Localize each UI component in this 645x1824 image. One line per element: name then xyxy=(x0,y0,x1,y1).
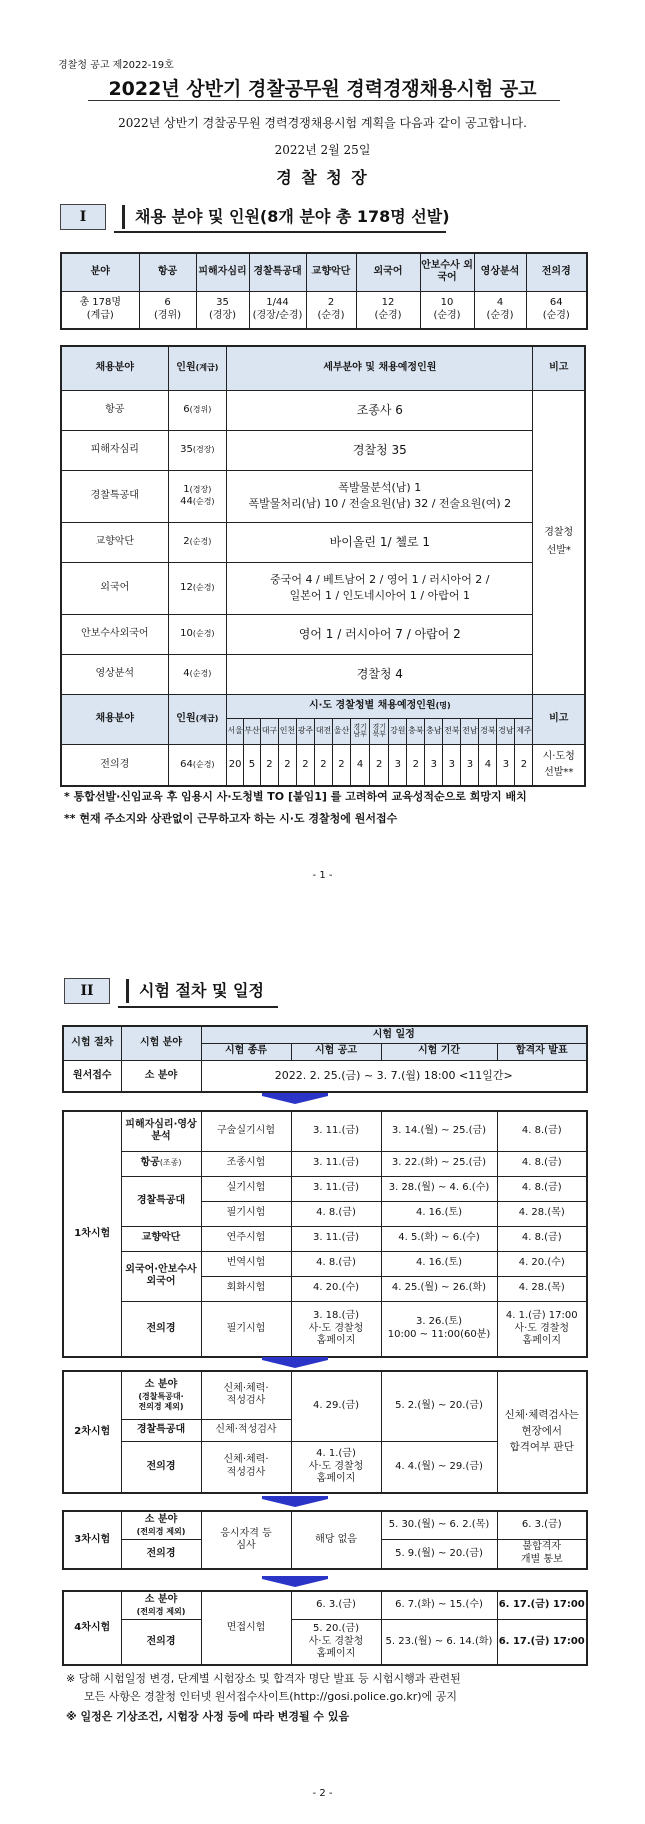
region-name: 광주 xyxy=(296,718,314,744)
first-exam-table xyxy=(62,1110,588,1358)
sec2-note-1a: ※ 당해 시험일정 변경, 단계별 시험장소 및 합격자 명단 발표 등 시험시행과 관련된 xyxy=(66,1672,461,1685)
first-period: 4. 5.(화) ~ 6.(수) xyxy=(381,1226,497,1251)
detail-field: 영상분석 xyxy=(61,654,168,694)
first-result: 4. 20.(수) xyxy=(497,1251,587,1276)
first-period: 3. 22.(화) ~ 25.(금) xyxy=(381,1151,497,1176)
announce-date: 2022년 2월 25일 xyxy=(274,143,371,157)
first-field: 항공(조종) xyxy=(121,1151,201,1176)
region-value: 4 xyxy=(479,744,497,786)
region-name: 경남 xyxy=(497,718,515,744)
first-period: 3. 28.(월) ~ 4. 6.(수) xyxy=(381,1176,497,1201)
region-name: 대전 xyxy=(314,718,332,744)
schedule-header-table xyxy=(62,1025,588,1093)
first-notice: 4. 20.(수) xyxy=(291,1276,381,1301)
first-result: 4. 28.(목) xyxy=(497,1201,587,1226)
region-value: 3 xyxy=(425,744,443,786)
detail-count: 12(순경) xyxy=(168,562,227,614)
detail-field: 안보수사외국어 xyxy=(61,614,168,654)
second-type: 신체·적성검사 xyxy=(201,1419,291,1441)
first-type: 필기시험 xyxy=(201,1301,291,1357)
second-exam-table xyxy=(62,1370,588,1494)
summary-header: 안보수사 외국어 xyxy=(420,253,474,291)
detail-text: 바이올린 1/ 첼로 1 xyxy=(227,522,533,562)
first-period: 4. 16.(토) xyxy=(381,1251,497,1276)
first-field: 외국어·안보수사외국어 xyxy=(121,1251,201,1301)
detail-count: 6(경위) xyxy=(168,390,227,430)
detail-field: 항공 xyxy=(61,390,168,430)
first-type: 연주시험 xyxy=(201,1226,291,1251)
third-result: 불합격자 개별 통보 xyxy=(497,1539,587,1569)
first-notice: 3. 11.(금) xyxy=(291,1226,381,1251)
second-type: 신체·체력· 적성검사 xyxy=(201,1441,291,1493)
summary-header: 피해자심리 xyxy=(196,253,249,291)
regional-count: 64(순경) xyxy=(168,744,227,786)
section-2-number: II xyxy=(64,978,110,1004)
third-notice: 해당 없음 xyxy=(291,1511,381,1569)
region-value: 3 xyxy=(497,744,515,786)
detail-count: 1(경장) 44(순경) xyxy=(168,470,227,522)
summary-cell: 1/44 (경장/순경) xyxy=(249,291,306,329)
summary-header: 외국어 xyxy=(356,253,420,291)
detail-header-count: 인원(계급) xyxy=(168,346,227,390)
regional-header-note: 비고 xyxy=(533,694,585,744)
header-field: 시험 분야 xyxy=(121,1026,201,1060)
region-name: 서울 xyxy=(227,718,244,744)
summary-cell: 10 (순경) xyxy=(420,291,474,329)
detail-field: 경찰특공대 xyxy=(61,470,168,522)
regional-title: 시·도 경찰청별 채용예정인원(명) xyxy=(227,694,533,718)
section-2-heading xyxy=(64,978,264,1004)
first-notice: 3. 11.(금) xyxy=(291,1151,381,1176)
region-value: 4 xyxy=(351,744,370,786)
second-field: 소 분야 (경찰특공대· 전의경 제외) xyxy=(121,1371,201,1419)
first-result: 4. 8.(금) xyxy=(497,1226,587,1251)
second-field: 전의경 xyxy=(121,1441,201,1493)
page-number-2: - 2 - xyxy=(312,1788,333,1799)
first-notice: 3. 18.(금) 사·도 경찰청 홈페이지 xyxy=(291,1301,381,1357)
region-value: 2 xyxy=(332,744,350,786)
apply-field: 소 분야 xyxy=(121,1060,201,1092)
down-arrow-icon xyxy=(262,1496,328,1507)
issuer: 경 찰 청 장 xyxy=(276,168,369,187)
page-title: 2022년 상반기 경찰공무원 경력경쟁채용시험 공고 xyxy=(108,78,537,100)
summary-cell: 총 178명 (계급) xyxy=(61,291,139,329)
second-notice: 4. 1.(금) 사·도 경찰청 홈페이지 xyxy=(291,1441,381,1493)
fourth-period: 5. 23.(월) ~ 6. 14.(화) xyxy=(381,1619,497,1665)
second-result: 신체·체력검사는 현장에서 합격여부 판단 xyxy=(497,1371,587,1493)
doc-number: 경찰청 공고 제2022-19호 xyxy=(58,60,174,71)
summary-header: 전의경 xyxy=(526,253,587,291)
summary-header: 영상분석 xyxy=(474,253,526,291)
region-name: 제주 xyxy=(515,718,533,744)
second-step: 2차시험 xyxy=(63,1371,121,1493)
region-value: 2 xyxy=(260,744,278,786)
second-period: 4. 4.(월) ~ 29.(금) xyxy=(381,1441,497,1493)
detail-table xyxy=(60,345,586,787)
detail-header-detail: 세부분야 및 채용예정인원 xyxy=(227,346,533,390)
third-step: 3차시험 xyxy=(63,1511,121,1569)
first-notice: 4. 8.(금) xyxy=(291,1251,381,1276)
region-name: 인천 xyxy=(278,718,296,744)
detail-header-note: 비고 xyxy=(533,346,585,390)
region-name: 충북 xyxy=(407,718,425,744)
intro-text: 2022년 상반기 경찰공무원 경력경쟁채용시험 계획을 다음과 같이 공고합니다. xyxy=(118,116,527,130)
summary-cell: 35 (경장) xyxy=(196,291,249,329)
third-field: 소 분야 (전의경 제외) xyxy=(121,1511,201,1539)
summary-header: 경찰특공대 xyxy=(249,253,306,291)
header-result: 합격자 발표 xyxy=(497,1043,587,1060)
summary-cell: 4 (순경) xyxy=(474,291,526,329)
fourth-period: 6. 7.(화) ~ 15.(수) xyxy=(381,1591,497,1619)
summary-table xyxy=(60,252,588,330)
first-field: 전의경 xyxy=(121,1301,201,1357)
region-value: 3 xyxy=(461,744,479,786)
first-result: 4. 8.(금) xyxy=(497,1176,587,1201)
section-1-heading xyxy=(60,204,450,230)
detail-text: 경찰청 35 xyxy=(227,430,533,470)
first-notice: 4. 8.(금) xyxy=(291,1201,381,1226)
fourth-type: 면접시험 xyxy=(201,1591,291,1665)
header-period: 시험 기간 xyxy=(381,1043,497,1060)
third-exam-table xyxy=(62,1510,588,1570)
summary-cell: 6 (경위) xyxy=(139,291,196,329)
apply-step: 원서접수 xyxy=(63,1060,121,1092)
summary-cell: 2 (순경) xyxy=(306,291,356,329)
second-period: 5. 2.(월) ~ 20.(금) xyxy=(381,1371,497,1441)
summary-header: 분야 xyxy=(61,253,139,291)
region-value: 3 xyxy=(389,744,407,786)
region-name: 울산 xyxy=(332,718,350,744)
region-name: 대구 xyxy=(260,718,278,744)
detail-text: 폭발물분석(남) 1 폭발물처리(남) 10 / 전술요원(남) 32 / 전술요원(여) 2 xyxy=(227,470,533,522)
detail-field: 피해자심리 xyxy=(61,430,168,470)
first-type: 조종시험 xyxy=(201,1151,291,1176)
summary-header: 항공 xyxy=(139,253,196,291)
detail-text: 중국어 4 / 베트남어 2 / 영어 1 / 러시아어 2 / 일본어 1 / 인도네시아어 1 / 아랍어 1 xyxy=(227,562,533,614)
down-arrow-icon xyxy=(262,1357,328,1368)
section-2-title: 시험 절차 및 일정 xyxy=(126,979,264,1003)
sec1-note-2: ** 현재 주소지와 상관없이 근무하고자 하는 시·도 경찰청에 원서접수 xyxy=(64,812,398,825)
detail-count: 10(순경) xyxy=(168,614,227,654)
fourth-step: 4차시험 xyxy=(63,1591,121,1665)
sec2-note-2: ※ 일정은 기상조건, 시험장 사정 등에 따라 변경될 수 있음 xyxy=(66,1710,350,1723)
region-value: 2 xyxy=(515,744,533,786)
region-name: 전북 xyxy=(443,718,461,744)
detail-header-field: 채용분야 xyxy=(61,346,168,390)
detail-text: 경찰청 4 xyxy=(227,654,533,694)
header-schedule: 시험 일정 xyxy=(201,1026,587,1043)
region-name: 강원 xyxy=(389,718,407,744)
summary-cell: 64 (순경) xyxy=(526,291,587,329)
fourth-notice: 5. 20.(금) 사·도 경찰청 홈페이지 xyxy=(291,1619,381,1665)
first-period: 4. 25.(월) ~ 26.(화) xyxy=(381,1276,497,1301)
region-name: 경북 xyxy=(479,718,497,744)
first-period: 4. 16.(토) xyxy=(381,1201,497,1226)
region-value: 2 xyxy=(314,744,332,786)
region-value: 2 xyxy=(278,744,296,786)
first-field: 피해자심리·영상분석 xyxy=(121,1111,201,1151)
page-number-1: - 1 - xyxy=(312,870,333,881)
first-result: 4. 8.(금) xyxy=(497,1111,587,1151)
first-step: 1차시험 xyxy=(63,1111,121,1357)
section-1-title: 채용 분야 및 인원(8개 분야 총 178명 선발) xyxy=(122,205,450,229)
summary-cell: 12 (순경) xyxy=(356,291,420,329)
region-value: 3 xyxy=(443,744,461,786)
first-type: 회화시험 xyxy=(201,1276,291,1301)
detail-count: 4(순경) xyxy=(168,654,227,694)
region-name: 경기남부 xyxy=(351,718,370,744)
down-arrow-icon xyxy=(262,1576,328,1587)
sec1-note-1: * 통합선발·신임교육 후 임용시 사·도청별 TO [붙임1] 를 고려하여 교육성적순으로 희망지 배치 xyxy=(64,790,527,803)
second-notice: 4. 29.(금) xyxy=(291,1371,381,1441)
first-period: 3. 26.(토) 10:00 ~ 11:00(60분) xyxy=(381,1301,497,1357)
regional-field: 전의경 xyxy=(61,744,168,786)
first-type: 실기시험 xyxy=(201,1176,291,1201)
region-value: 20 xyxy=(227,744,244,786)
region-name: 전남 xyxy=(461,718,479,744)
header-step: 시험 절차 xyxy=(63,1026,121,1060)
region-name: 경기북부 xyxy=(370,718,389,744)
header-notice: 시험 공고 xyxy=(291,1043,381,1060)
region-value: 2 xyxy=(370,744,389,786)
fourth-exam-table xyxy=(62,1590,588,1666)
region-name: 충남 xyxy=(425,718,443,744)
detail-note: 경찰청 선발* xyxy=(533,390,585,694)
detail-field: 교향악단 xyxy=(61,522,168,562)
third-period: 5. 30.(월) ~ 6. 2.(목) xyxy=(381,1511,497,1539)
section-2-underline xyxy=(118,1006,278,1008)
detail-field: 외국어 xyxy=(61,562,168,614)
sec2-note-1b: 모든 사항은 경찰청 인터넷 원서접수사이트(http://gosi.police.go.kr)에 공지 xyxy=(84,1690,457,1703)
third-period: 5. 9.(월) ~ 20.(금) xyxy=(381,1539,497,1569)
section-1-underline xyxy=(114,231,446,233)
second-type: 신체·체력· 적성검사 xyxy=(201,1371,291,1419)
region-name: 부산 xyxy=(244,718,261,744)
detail-text: 영어 1 / 러시아어 7 / 아랍어 2 xyxy=(227,614,533,654)
regional-note: 시·도청 선발** xyxy=(533,744,585,786)
third-type: 응시자격 등 심사 xyxy=(201,1511,291,1569)
region-value: 2 xyxy=(407,744,425,786)
regional-header-count: 인원(계급) xyxy=(168,694,227,744)
first-type: 구술실기시험 xyxy=(201,1111,291,1151)
third-field: 전의경 xyxy=(121,1539,201,1569)
fourth-result: 6. 17.(금) 17:00 xyxy=(497,1619,587,1665)
apply-period: 2022. 2. 25.(금) ~ 3. 7.(월) 18:00 <11일간> xyxy=(201,1060,587,1092)
first-result: 4. 8.(금) xyxy=(497,1151,587,1176)
regional-header-field: 채용분야 xyxy=(61,694,168,744)
first-type: 필기시험 xyxy=(201,1201,291,1226)
third-result: 6. 3.(금) xyxy=(497,1511,587,1539)
fourth-field: 소 분야 (전의경 제외) xyxy=(121,1591,201,1619)
second-field: 경찰특공대 xyxy=(121,1419,201,1441)
title-underline xyxy=(88,100,560,101)
first-type: 번역시험 xyxy=(201,1251,291,1276)
detail-text: 조종사 6 xyxy=(227,390,533,430)
first-notice: 3. 11.(금) xyxy=(291,1111,381,1151)
fourth-field: 전의경 xyxy=(121,1619,201,1665)
header-type: 시험 종류 xyxy=(201,1043,291,1060)
region-value: 2 xyxy=(296,744,314,786)
first-field: 교향악단 xyxy=(121,1226,201,1251)
detail-count: 2(순경) xyxy=(168,522,227,562)
first-result: 4. 28.(목) xyxy=(497,1276,587,1301)
region-value: 5 xyxy=(244,744,261,786)
fourth-notice: 6. 3.(금) xyxy=(291,1591,381,1619)
first-result: 4. 1.(금) 17:00 사·도 경찰청 홈페이지 xyxy=(497,1301,587,1357)
first-period: 3. 14.(월) ~ 25.(금) xyxy=(381,1111,497,1151)
down-arrow-icon xyxy=(262,1093,328,1104)
first-notice: 3. 11.(금) xyxy=(291,1176,381,1201)
fourth-result: 6. 17.(금) 17:00 xyxy=(497,1591,587,1619)
summary-header: 교향악단 xyxy=(306,253,356,291)
section-1-number: I xyxy=(60,204,106,230)
detail-count: 35(경장) xyxy=(168,430,227,470)
first-field: 경찰특공대 xyxy=(121,1176,201,1226)
